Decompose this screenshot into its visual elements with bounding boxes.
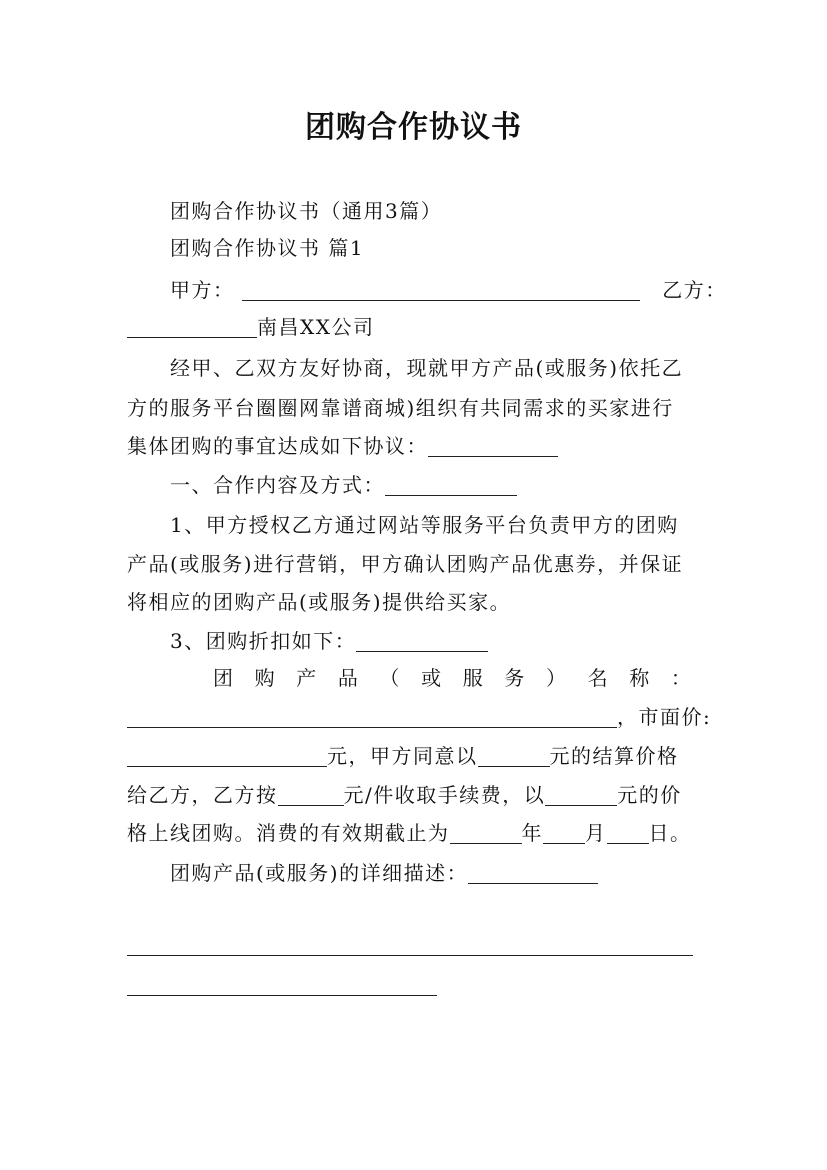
chapter-heading: 团购合作协议书 篇1: [170, 236, 365, 260]
detail-rule-2: [127, 995, 437, 996]
section-1-text: 一、合作内容及方式：: [170, 473, 385, 497]
document-title: 团购合作协议书: [305, 110, 522, 145]
fee-line: [127, 777, 707, 813]
section-1-blank: [385, 473, 517, 496]
party-b-blank: [127, 315, 257, 338]
party-b-name: 南昌XX公司: [257, 315, 375, 339]
product-name-char: （: [379, 666, 400, 690]
year-blank: [450, 821, 522, 844]
product-name-char: ：: [670, 666, 691, 690]
intro-blank: [428, 434, 558, 457]
party-b-line: [127, 309, 707, 345]
detail-heading: [170, 855, 707, 891]
intro-line-3-text: 集体团购的事宜达成如下协议：: [127, 434, 428, 458]
market-price-blank: [127, 744, 327, 767]
product-name-char: 名: [587, 666, 608, 690]
fee-text: 元/件收取手续费，以: [343, 783, 546, 807]
detail-label: 团购产品(或服务)的详细描述：: [170, 861, 469, 885]
product-name-char: 购: [254, 666, 275, 690]
product-name-blank: [127, 705, 617, 728]
settlement-text: 元的结算价格: [549, 744, 679, 768]
market-price-line: [127, 699, 712, 735]
product-name-char: 产: [296, 666, 317, 690]
online-text: 格上线团购。消费的有效期截止为: [127, 821, 450, 845]
product-name-char: 或: [421, 666, 442, 690]
product-name-label: [213, 660, 691, 696]
party-b-label: 乙方：: [662, 278, 727, 302]
clause-1-line-1: 1、甲方授权乙方通过网站等服务平台负责甲方的团购: [170, 513, 679, 537]
settlement-line: [127, 738, 707, 774]
month-blank: [543, 821, 585, 844]
clause-3-text: 3、团购折扣如下：: [170, 629, 357, 653]
month-label: 月: [585, 821, 607, 845]
agree-text: 元，甲方同意以: [327, 744, 478, 768]
intro-line-2: 方的服务平台圈圈网靠谱商城)组织有共同需求的买家进行: [127, 396, 674, 420]
validity-line: [127, 815, 707, 851]
intro-line-3: [127, 428, 707, 464]
detail-rule-1: [127, 955, 693, 956]
section-1-heading: [170, 467, 707, 503]
intro-line-1: 经甲、乙双方友好协商，现就甲方产品(或服务)依托乙: [170, 356, 684, 380]
party-a-blank: [242, 278, 640, 301]
document-subtitle: 团购合作协议书（通用3篇）: [170, 199, 443, 223]
market-price-label: ，市面价:: [617, 705, 712, 729]
group-price-blank: [545, 783, 617, 806]
clause-1-line-2: 产品(或服务)进行营销，甲方确认团购产品优惠券，并保证: [127, 552, 684, 576]
product-name-char: 服: [462, 666, 483, 690]
clause-3-blank: [356, 629, 488, 652]
day-label: 日。: [648, 821, 692, 845]
price-of-text: 元的价: [617, 783, 682, 807]
year-label: 年: [521, 821, 543, 845]
product-name-char: ）: [546, 666, 566, 690]
product-name-char: 品: [337, 666, 358, 690]
product-name-char: 务: [504, 666, 525, 690]
party-a-label: 甲方：: [170, 278, 235, 302]
product-name-char: 团: [213, 666, 233, 690]
give-b-text: 给乙方，乙方按: [127, 783, 278, 807]
product-name-char: 称: [629, 666, 650, 690]
settlement-blank: [478, 744, 550, 767]
clause-1-line-3: 将相应的团购产品(或服务)提供给买家。: [127, 590, 512, 614]
clause-3-heading: [170, 623, 707, 659]
party-line: [170, 272, 727, 308]
fee-blank: [278, 783, 344, 806]
detail-blank: [468, 861, 598, 884]
day-blank: [607, 821, 649, 844]
